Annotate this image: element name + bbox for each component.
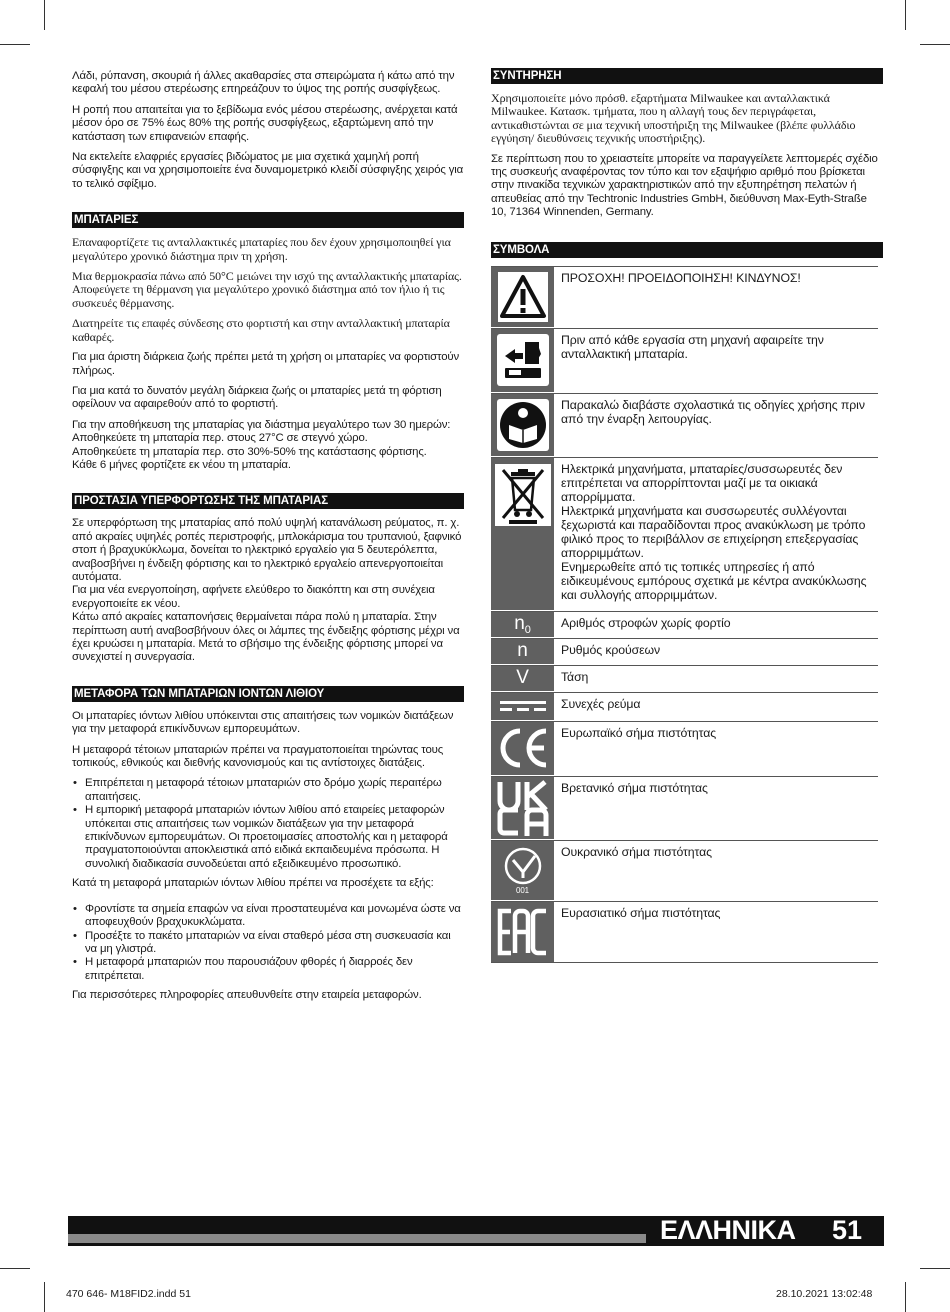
read-manual-icon	[491, 394, 554, 457]
symbol-description: Αριθμός στροφών χωρίς φορτίο	[561, 615, 731, 630]
no-load-speed-symbol	[491, 612, 554, 638]
crop-mark	[920, 44, 950, 45]
symbol-row	[491, 722, 878, 777]
overload-line: Σε υπερφόρτωση της μπαταρίας από πολύ υψηλή κατανάλωση ρεύματος, π. χ. από ακραίες υψηλές ροπές περιστροφής, μπλοκάρισμα του τρυπανιού, ξαφνικό στοπ ή βραχυκύκλωμα, δονείται το ηλεκτρικό εργαλείο για 5 δευτερόλεπτα, αναβοσβήνει η ένδειξη φόρτισης και το ηλεκτρικό εργαλείο απενεργοποιείται αυτόματα.	[72, 517, 462, 583]
storage-line: Κάθε 6 μήνες φορτίζετε εκ νέου τη μπαταρία.	[72, 458, 291, 471]
batteries-paragraph: Επαναφορτίζετε τις ανταλλακτικές μπαταρίες που δεν έχουν χρησιμοποιηθεί για μεγαλύτερο χρονικό διάστημα πριν τη χρήση.	[72, 235, 451, 263]
crop-mark	[44, 1282, 45, 1312]
overload-line: Για μια νέα ενεργοποίηση, αφήνετε ελεύθερο το διακόπτη και στη συνέχεια ενεργοποιείτε εκ νέου.	[72, 584, 435, 610]
remove-battery-icon	[491, 329, 554, 393]
intro-paragraph: Να εκτελείτε ελαφριές εργασίες βιδώματος με μια σχετικά χαμηλή ροπή σύσφιγξης και να χρησιμοποιείτε ένα δυναμομετρικό κλειδί σύσφιγξης χειρός για το τελικό σφίξιμο.	[72, 151, 464, 190]
voltage-symbol	[491, 666, 554, 692]
symbol-description: Πριν από κάθε εργασία στη μηχανή αφαιρείτε την ανταλλακτική μπαταρία.	[561, 332, 824, 361]
weee-line: Ηλεκτρικά μηχανήματα και συσσωρευτές συλλέγονται ξεχωριστά και παραδίδονται προς ανακύκλωση με τρόπο φιλικό προς το περιβάλλον σε επιχείρηση επεξεργασίας απορριμμάτων.	[561, 503, 866, 560]
eac-mark-icon	[491, 902, 554, 962]
crop-mark	[905, 1282, 906, 1312]
symbol-row	[491, 777, 878, 841]
symbol-glyph: V	[516, 667, 529, 689]
section-heading-overload: ΠΡΟΣΤΑΣΙΑ ΥΠΕΡΦΟΡΤΩΣΗΣ ΤΗΣ ΜΠΑΤΑΡΙΑΣ	[72, 493, 464, 509]
symbol-description: Ευρωπαϊκό σήμα πιστότητας	[561, 725, 717, 740]
impact-rate-symbol	[491, 639, 554, 665]
symbol-row	[491, 267, 878, 329]
symbol-row	[491, 902, 878, 963]
intro-paragraph: Η ροπή που απαιτείται για το ξεβίδωμα ενός μέσου στερέωσης, ανέρχεται κατά μέσον όρο σε 75% έως 80% της ροπής συσφίγξεως, εξαρτώμενη από την κατάσταση των επιφανειών επαφής.	[72, 103, 458, 143]
crop-mark	[0, 1268, 30, 1269]
list-item: • Η εμπορική μεταφορά μπαταριών ιόντων λιθίου από εταιρείες μεταφορών υπόκειται στις απαιτήσεις των νομικών διατάξεων για την μεταφορά επικίνδυνων εμπορευμάτων. Οι προετοιμασίες αποστολής και η μεταφορά πραγματοποιούνται αποκλειστικά από ειδικά εκπαιδευμένα πρόσωπα. Η συνολική διαδικασία συνοδεύεται από εξειδικευμένο προσωπικό.	[72, 804, 464, 871]
right-column	[491, 68, 883, 963]
batteries-storage-paragraph	[72, 419, 464, 473]
symbol-description: Συνεχές ρεύμα	[561, 696, 641, 711]
intro-paragraph: Λάδι, ρύπανση, σκουριά ή άλλες ακαθαρσίες στα σπειρώματα ή κάτω από την κεφαλή του μέσου στερέωσης επηρεάζουν το ύψος της ροπής συσφίγξεως.	[72, 70, 455, 96]
symbol-description: Ευρασιατικό σήμα πιστότητας	[561, 905, 721, 920]
crop-mark	[0, 44, 30, 45]
symbol-row	[491, 612, 878, 639]
symbol-row	[491, 666, 878, 693]
warning-triangle-icon	[491, 267, 554, 328]
symbol-description: Παρακαλώ διαβάστε σχολαστικά τις οδηγίες χρήσης πριν από την έναρξη λειτουργίας.	[561, 397, 865, 426]
list-item: • Επιτρέπεται η μεταφορά τέτοιων μπαταριών στο δρόμο χωρίς περαιτέρω απαιτήσεις.	[72, 777, 464, 804]
transport-paragraph: Οι μπαταρίες ιόντων λιθίου υπόκεινται στις απαιτήσεις των νομικών διατάξεων για την μεταφορά επικίνδυνων εμπορευμάτων.	[72, 709, 454, 736]
storage-line: Αποθηκεύετε τη μπαταρία περ. στο 30%-50% της κατάστασης φόρτισης.	[72, 445, 427, 458]
transport-paragraph: Για περισσότερες πληροφορίες απευθυνθείτε στην εταιρεία μεταφορών.	[72, 989, 422, 1002]
transport-list	[72, 777, 464, 871]
print-slug-date: 28.10.2021 13:02:48	[776, 1288, 873, 1300]
list-item: • Φροντίστε τα σημεία επαφών να είναι προστατευμένα και μονωμένα ώστε να αποφευχθούν βραχυκυκλώματα.	[72, 903, 464, 930]
maintenance-paragraph: Σε περίπτωση που το χρειαστείτε μπορείτε να παραγγείλετε λεπτομερές σχέδιο της συσκευής αναφέροντας τον τύπο και τον εξαψήφιο αριθμό που βρίσκεται στην πινακίδα τεχνικών χαρακτηριστικών από την εξυπηρέτηση πελατών ή απευθείας από την Techtronic Industries GmbH, διεύθυνση Max-Eyth-Straße 10, 71364 Winnenden, Germany.	[491, 152, 878, 219]
overload-line: Κάτω από ακραίες καταπονήσεις θερμαίνεται πάρα πολύ η μπαταρία. Στην περίπτωση αυτή αναβοσβήνουν όλες οι λάμπες της ένδειξης φόρτισης μέχρι να έχει κρυώσει η μπαταρία. Μετά το σβήσιμο της ένδειξης φόρτισης μπορεί να συνεχιστεί η συνεργασία.	[72, 611, 460, 664]
batteries-paragraph: Διατηρείτε τις επαφές σύνδεσης στο φορτιστή και στην ανταλλακτική μπαταρία καθαρές.	[72, 316, 450, 344]
symbol-description: ΠΡΟΣΟΧΗ! ΠΡΟΕΙΔΟΠΟΙΗΣΗ! ΚΙΝΔΥΝΟΣ!	[561, 270, 801, 285]
list-item: • Η μεταφορά μπαταριών που παρουσιάζουν φθορές ή διαρροές δεν επιτρέπεται.	[72, 956, 464, 983]
symbol-glyph: n	[517, 640, 528, 662]
transport-paragraph: Η μεταφορά τέτοιων μπαταριών πρέπει να πραγματοποιείται τηρώντας τους τοπικούς, εθνικούς και διεθνής κανονισμούς και τις αντίστοιχες διατάξεις.	[72, 743, 444, 770]
storage-line: Για την αποθήκευση της μπαταρίας για διάστημα μεγαλύτερο των 30 ημερών:	[72, 418, 451, 431]
maintenance-paragraph: Χρησιμοποιείτε μόνο πρόσθ. εξαρτήματα Milwaukee και ανταλλακτικά Milwaukee. Κατασκ. τμήματα, που η αλλαγή τους δεν περιγράφεται, αντικαθιστώνται σε μια τεχνική υποστήριξη της Milwaukee (βλέπε φυλλάδιο εγγύηση/ διευθύνσεις τεχνικής υποστήριξης).	[491, 91, 856, 146]
symbol-description: Ουκρανικό σήμα πιστότητας	[561, 844, 712, 859]
ce-mark-icon	[491, 722, 554, 776]
print-slug-file: 470 646- M18FID2.indd 51	[66, 1288, 191, 1300]
ukca-mark-icon	[491, 777, 554, 840]
symbol-description	[554, 458, 878, 611]
left-column	[72, 70, 464, 1010]
symbol-row	[491, 329, 878, 394]
page-number: 51	[832, 1215, 863, 1245]
list-item: • Προσέξτε το πακέτο μπαταριών να είναι σταθερό μέσα στη συσκευασία και να μη γλιστρά.	[72, 930, 464, 957]
crop-mark	[905, 0, 906, 30]
section-heading-maintenance: ΣΥΝΤΗΡΗΣΗ	[491, 68, 883, 84]
symbol-description: Ρυθμός κρούσεων	[561, 642, 661, 657]
symbol-description: Βρετανικό σήμα πιστότητας	[561, 780, 708, 795]
batteries-paragraph: Μια θερμοκρασία πάνω από 50°C μειώνει την ισχύ της ανταλλακτικής μπαταρίας. Αποφεύγετε τη θέρμανση για μεγαλύτερο χρονικό διάστημα από τον ήλιο ή τις συσκευές θέρμανσης.	[72, 269, 462, 310]
mark-code: 001	[516, 885, 529, 895]
symbol-row	[491, 639, 878, 666]
symbol-main: n	[514, 613, 525, 635]
symbol-description: Τάση	[561, 669, 589, 684]
batteries-paragraph: Για μια κατά το δυνατόν μεγάλη διάρκεια ζωής οι μπαταρίες μετά τη φόρτιση οφείλουν να αφαιρεθούν από το φορτιστή.	[72, 384, 442, 411]
transport-list	[72, 903, 464, 983]
section-heading-transport: ΜΕΤΑΦΟΡΑ ΤΩΝ ΜΠΑΤΑΡΙΩΝ ΙΟΝΤΩΝ ΛΙΘΙΟΥ	[72, 686, 464, 702]
transport-paragraph: Κατά τη μεταφορά μπαταριών ιόντων λιθίου πρέπει να προσέχετε τα εξής:	[72, 877, 434, 890]
symbol-row	[491, 693, 878, 722]
symbol-row	[491, 394, 878, 458]
section-heading-symbols: ΣΥΜΒΟΛΑ	[491, 242, 883, 258]
weee-line: Ηλεκτρικά μηχανήματα, μπαταρίες/συσσωρευτές δεν επιτρέπεται να απορρίπτονται μαζί με τα οικιακά απορρίμματα.	[561, 461, 843, 504]
footer-language: ΕΛΛΗΝΙΚΑ	[660, 1215, 796, 1245]
storage-line: Αποθηκεύετε τη μπαταρία περ. στους 27°C σε στεγνό χώρο.	[72, 432, 368, 445]
weee-line: Ενημερωθείτε από τις τοπικές υπηρεσίες ή από ειδικευμένους εμπόρους σχετικά με κέντρα ανακύκλωσης και συλλογής απορριμμάτων.	[561, 559, 867, 602]
ukraine-mark-icon	[491, 841, 554, 901]
batteries-paragraph: Για μια άριστη διάρκεια ζωής πρέπει μετά τη χρήση οι μπαταρίες να φορτιστούν πλήρως.	[72, 351, 460, 377]
footer-gray-stripe	[68, 1234, 646, 1243]
crop-mark	[44, 0, 45, 30]
weee-bin-icon	[491, 458, 554, 611]
symbol-row	[491, 458, 878, 612]
overload-paragraph	[72, 517, 464, 664]
symbol-sub: 0	[524, 624, 531, 637]
direct-current-icon	[491, 693, 554, 721]
symbols-table	[491, 266, 878, 963]
symbol-row	[491, 841, 878, 902]
section-heading-batteries: ΜΠΑΤΑΡΙΕΣ	[72, 212, 464, 228]
crop-mark	[920, 1268, 950, 1269]
